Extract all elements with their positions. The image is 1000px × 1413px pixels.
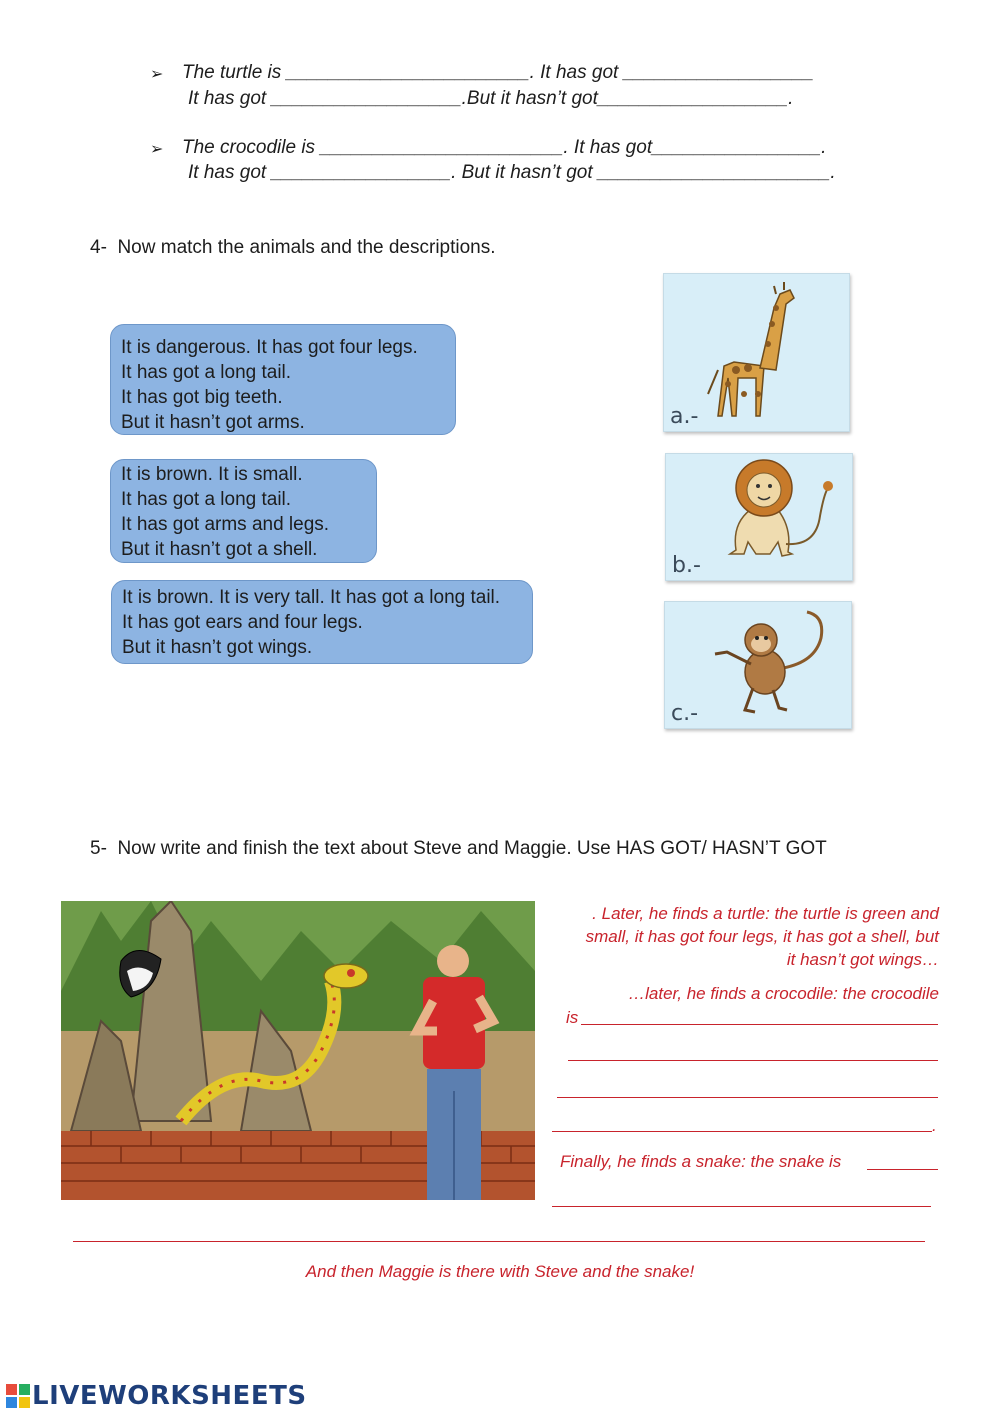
turtle-line-2: It has got __________________.But it hasn’t got__________________. (188, 88, 794, 109)
description-line: It has got a long tail. (121, 362, 292, 383)
description-line: It has got arms and legs. (121, 514, 330, 535)
description-line: It has got ears and four legs. (122, 612, 363, 633)
brand-name: LIVEWORKSHEETS (32, 1381, 307, 1411)
closing-sentence: And then Maggie is there with Steve and the snake! (305, 1262, 695, 1281)
answer-line-snake-1[interactable] (867, 1169, 938, 1170)
picture-label-b: b.- (672, 553, 701, 578)
description-line: It has got a long tail. (121, 489, 292, 510)
paragraph-line: it hasn’t got wings… (786, 950, 939, 969)
crocodile-prompt: …later, he finds a crocodile: the crocodile (628, 984, 939, 1003)
paragraph-line: . Later, he finds a turtle: the turtle is green and (592, 904, 939, 923)
crocodile-line-2: It has got _________________. But it hasn’t got ______________________. (188, 162, 836, 183)
bullet-arrow-icon: ➢ (150, 66, 164, 83)
lion-picture[interactable] (665, 453, 853, 581)
description-line: But it hasn’t got a shell. (121, 539, 318, 560)
liveworksheets-logo-icon (6, 1384, 30, 1408)
monkey-picture[interactable] (664, 601, 852, 729)
description-box-2[interactable] (110, 459, 377, 563)
bullet-arrow-icon: ➢ (150, 141, 164, 158)
answer-line-crocodile-3[interactable] (557, 1097, 938, 1098)
description-box-3[interactable] (111, 580, 533, 664)
turtle-paragraph (550, 902, 939, 971)
description-box-1[interactable] (110, 324, 456, 435)
description-line: But it hasn’t got arms. (121, 412, 305, 433)
picture-label-c: c.- (671, 701, 699, 726)
crocodile-is-label: is (566, 1008, 579, 1027)
liveworksheets-logo[interactable] (6, 1381, 307, 1411)
turtle-line-1: The turtle is _______________________. It has got __________________ (182, 62, 814, 83)
exercise-5-heading: 5- Now write and finish the text about Steve and Maggie. Use HAS GOT/ HASN’T GOT (90, 838, 827, 859)
description-line: It is brown. It is very tall. It has got a long tail. (122, 587, 501, 608)
paragraph-line: small, it has got four legs, it has got a shell, but (585, 927, 939, 946)
description-line: It is dangerous. It has got four legs. (121, 337, 418, 358)
giraffe-picture[interactable] (663, 273, 850, 432)
steve-maggie-scene-image (61, 901, 535, 1200)
period-mark: . (932, 1116, 937, 1135)
description-line: But it hasn’t got wings. (122, 637, 313, 658)
answer-line-crocodile-4[interactable] (552, 1131, 932, 1132)
snake-prompt: Finally, he finds a snake: the snake is (560, 1152, 842, 1171)
answer-line-snake-2[interactable] (552, 1206, 931, 1207)
answer-line-crocodile-1[interactable] (581, 1024, 938, 1025)
description-line: It is brown. It is small. (121, 464, 303, 485)
exercise-4-heading: 4- Now match the animals and the descriptions. (90, 237, 496, 258)
answer-line-crocodile-2[interactable] (568, 1060, 938, 1061)
crocodile-line-1: The crocodile is _______________________. It has got________________. (182, 137, 827, 158)
answer-line-snake-3[interactable] (73, 1241, 925, 1242)
picture-label-a: a.- (670, 404, 699, 429)
description-line: It has got big teeth. (121, 387, 283, 408)
